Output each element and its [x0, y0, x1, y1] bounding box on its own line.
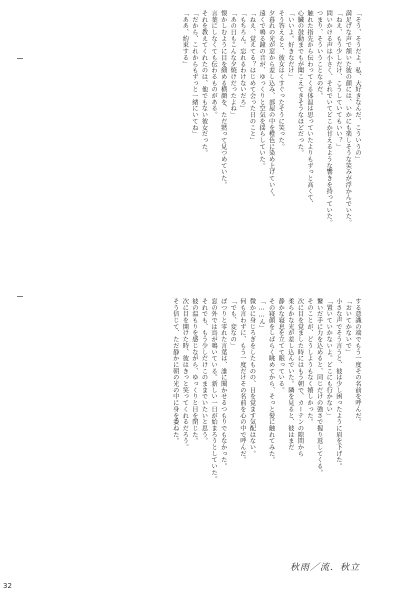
upper-text-block: 「そう、そうだよ。私、大好きなんだ、こういうの」 満足げな声で頷いた彼の顔には、いかにも楽しそうな笑みが浮かんでいた。 「ねえ、もう少しだけ、こうしていてもいい？」 問いかける声は小さく、それでいてどこか甘えるような響きを持っていた。 つまり、そういうことなのだ。 触れた指先から伝わってくる体温は思っていたよりもずっと高くて、 心臓の鼓動までもが聞こえてきそうなほどだった。 「いいよ。好きなだけ」 そう答えると、彼女はくすぐったそうに笑った。 夕暮れの光が窓から差し込み、部屋の中を橙色に染め上げていく。 遠くで鳴る鐘の音が、ゆっくりと空気を揺らしていた。 「ねえ、覚えてる？はじめて会った日のこと」 「もちろん。忘れるわけないだろ」 「あの日もこんな夕焼けだったよね」 懐かしむように目を細める横顔を、ただ黙って見つめていた。 言葉にしなくても伝わるものがある。 それを教えてくれたのは、他でもない彼女だった。 「だから、これからもずっと一緒にいてね」 「ああ、約束する」	[181, 10, 361, 226]
margin-mark	[17, 296, 23, 297]
author-signature: 秋雨／流．秋立	[290, 563, 361, 573]
lower-text-block: する意識の端でもう一度その名前を呼んだ。 「おいてかないで」 小さな声でそう言うと、彼は少し困ったように眉を下げた。 「置いていかないよ。どこにも行かない」 繋いだ手に力を込めると、同じだけの強さで握り返してくる。 そのことが、どうしようもなく嬉しかった。 次に目を覚ました時にはもう朝で、カーテンの隙間から 柔らかな光が差し込んでいた。隣を見ると、彼はまだ 静かな寝息を立てて眠っている。 その寝顔をしばらく眺めてから、そっと髪に触れてみた。 「……ん」 微かに身じろぎをしたものの、目を覚ます気配はない。 何も言わずに、もう一度だけその名前を心の中で呼んだ。 「でも、変なの」 ぽつりと零れた言葉は、誰に聞かせるつもりでもなかった。 窓の外では鳥が鳴いている。新しい一日が始まろうとしていた。 それでも、もう少しだけこのままでいたいと思う。 彼の温もりを感じながら、ゆっくりと目を閉じた。 次に目を開けた時、彼はきっと笑ってくれるだろう。 そう信じて、ただ静かに朝の光の中に身を委ねた。	[171, 298, 361, 483]
page-number: 32	[3, 582, 12, 590]
margin-mark	[17, 58, 23, 59]
